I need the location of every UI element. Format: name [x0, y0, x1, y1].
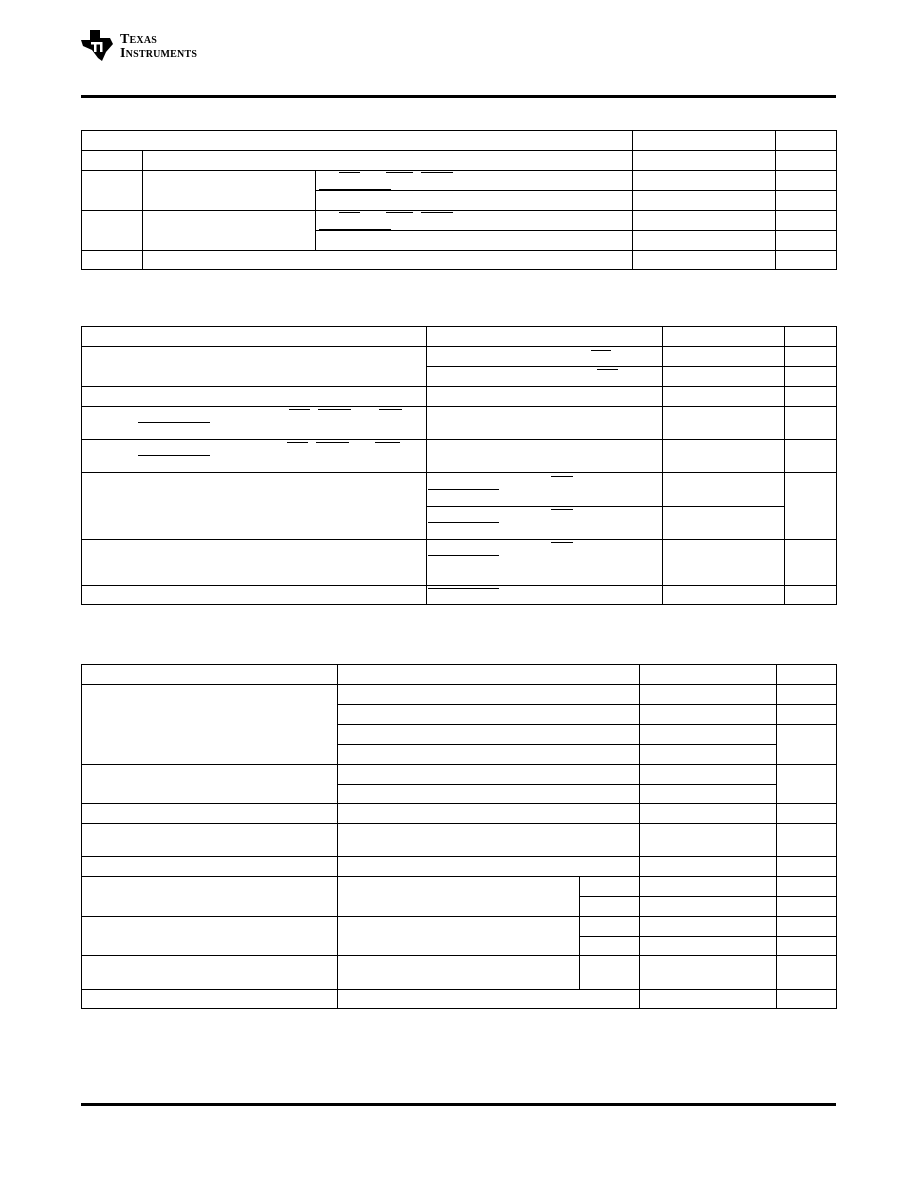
overline-mark	[428, 489, 499, 490]
table-cell	[640, 877, 777, 897]
table-cell	[640, 705, 777, 725]
table-cell	[82, 857, 338, 877]
table-cell	[82, 956, 338, 990]
table-cell	[82, 540, 427, 586]
table-row	[82, 211, 837, 231]
table-cell	[427, 367, 663, 387]
table-row	[82, 824, 837, 857]
table-cell	[338, 857, 640, 877]
table-cell	[777, 824, 837, 857]
table-cell	[640, 937, 777, 956]
table-cell	[316, 211, 633, 231]
table-row	[82, 857, 837, 877]
table-cell	[785, 387, 837, 407]
overline-mark	[339, 212, 360, 213]
overline-mark	[551, 542, 573, 543]
table-cell	[580, 877, 640, 897]
table-cell	[785, 440, 837, 473]
table-cell	[640, 956, 777, 990]
overline-mark	[428, 555, 499, 556]
table-3	[81, 664, 837, 1009]
table-cell	[633, 171, 776, 191]
table-cell	[82, 131, 633, 151]
table-cell	[82, 473, 427, 540]
table-cell	[777, 877, 837, 897]
table-cell	[82, 917, 338, 956]
table-cell	[338, 725, 640, 745]
overline-mark	[551, 509, 573, 510]
table-cell	[640, 685, 777, 705]
table-cell	[640, 917, 777, 937]
ti-logo	[80, 28, 225, 64]
table-cell	[338, 705, 640, 725]
table-cell	[663, 473, 785, 507]
table-cell	[776, 251, 837, 270]
table-cell	[82, 685, 338, 765]
table-cell	[143, 251, 633, 270]
overline-mark	[339, 172, 360, 173]
ti-map-icon	[80, 28, 116, 62]
table-cell	[777, 897, 837, 917]
table-cell	[663, 540, 785, 586]
table-cell	[663, 507, 785, 540]
table-cell	[777, 665, 837, 685]
table-cell	[338, 745, 640, 765]
table-cell	[640, 785, 777, 804]
table-cell	[785, 407, 837, 440]
table-row	[82, 540, 837, 586]
table-cell	[777, 956, 837, 990]
table-cell	[338, 765, 640, 785]
table-cell	[776, 211, 837, 231]
overline-mark	[138, 422, 210, 423]
overline-mark	[428, 588, 499, 589]
table-cell	[580, 937, 640, 956]
table-cell	[663, 327, 785, 347]
overline-mark	[379, 409, 402, 410]
table-cell	[338, 665, 640, 685]
overline-mark	[287, 442, 308, 443]
table-cell	[338, 877, 580, 917]
table-row	[82, 151, 837, 171]
overline-mark	[421, 212, 453, 213]
table-2	[81, 326, 837, 605]
table-cell	[427, 347, 663, 367]
table-cell	[82, 327, 427, 347]
table-cell	[82, 586, 427, 605]
table-cell	[338, 956, 580, 990]
table-cell	[633, 211, 776, 231]
overline-mark	[375, 442, 400, 443]
table-cell	[640, 765, 777, 785]
footer-rule	[81, 1103, 836, 1106]
table-cell	[143, 151, 633, 171]
table-row	[82, 171, 837, 191]
table-cell	[640, 745, 777, 765]
table-row	[82, 917, 837, 937]
table-cell	[338, 824, 640, 857]
table-cell	[82, 407, 427, 440]
table-cell	[663, 586, 785, 605]
table-cell	[82, 765, 338, 804]
table-cell	[580, 956, 640, 990]
table-cell	[777, 917, 837, 937]
table-cell	[663, 367, 785, 387]
table-row	[82, 440, 837, 473]
table-cell	[777, 804, 837, 824]
table-cell	[580, 917, 640, 937]
table-cell	[640, 897, 777, 917]
table-cell	[776, 171, 837, 191]
table-row	[82, 327, 837, 347]
table-cell	[316, 231, 633, 251]
overline-mark	[551, 476, 573, 477]
logo-text-texas: Texas	[120, 32, 158, 47]
table-cell	[776, 151, 837, 171]
table-row	[82, 407, 837, 440]
table-cell	[633, 191, 776, 211]
table-cell	[82, 804, 338, 824]
overline-mark	[319, 189, 391, 190]
overline-mark	[591, 350, 611, 351]
table-cell	[338, 804, 640, 824]
table-cell	[777, 857, 837, 877]
table-cell	[82, 665, 338, 685]
table-cell	[143, 171, 316, 211]
table-row	[82, 131, 837, 151]
table-row	[82, 877, 837, 897]
overline-mark	[386, 172, 413, 173]
table-row	[82, 956, 837, 990]
table-cell	[777, 705, 837, 725]
table-cell	[82, 824, 338, 857]
table-cell	[427, 387, 663, 407]
table-cell	[633, 151, 776, 171]
table-cell	[82, 387, 427, 407]
table-cell	[633, 131, 776, 151]
table-cell	[640, 857, 777, 877]
overline-mark	[138, 455, 210, 456]
table-cell	[427, 540, 663, 586]
overline-mark	[289, 409, 310, 410]
table-cell	[82, 151, 143, 171]
table-cell	[640, 990, 777, 1009]
table-cell	[663, 387, 785, 407]
table-cell	[427, 327, 663, 347]
table-cell	[82, 877, 338, 917]
table-cell	[663, 407, 785, 440]
table-cell	[338, 990, 640, 1009]
table-row	[82, 685, 837, 705]
table-row	[82, 665, 837, 685]
table-row	[82, 387, 837, 407]
overline-mark	[316, 442, 349, 443]
table-row	[82, 347, 837, 367]
table-cell	[633, 251, 776, 270]
table-cell	[82, 440, 427, 473]
table-cell	[427, 407, 663, 440]
table-cell	[316, 191, 633, 211]
table-cell	[82, 347, 427, 387]
table-cell	[776, 231, 837, 251]
table-cell	[785, 586, 837, 605]
table-cell	[640, 804, 777, 824]
table-cell	[663, 347, 785, 367]
table-row	[82, 251, 837, 270]
table-cell	[785, 473, 837, 540]
table-cell	[427, 440, 663, 473]
table-cell	[777, 765, 837, 804]
table-row	[82, 804, 837, 824]
header-rule	[81, 95, 836, 98]
table-cell	[777, 725, 837, 765]
table-cell	[82, 211, 143, 251]
table-cell	[776, 131, 837, 151]
table-cell	[338, 685, 640, 705]
table-cell	[82, 990, 338, 1009]
overline-mark	[428, 522, 499, 523]
table-cell	[777, 990, 837, 1009]
overline-mark	[319, 229, 391, 230]
table-cell	[785, 327, 837, 347]
table-cell	[338, 917, 580, 956]
table-cell	[785, 540, 837, 586]
table-cell	[640, 665, 777, 685]
table-cell	[785, 347, 837, 367]
table-cell	[82, 171, 143, 211]
table-cell	[580, 897, 640, 917]
table-cell	[663, 440, 785, 473]
logo-text-instruments: Instruments	[120, 46, 198, 61]
table-cell	[640, 725, 777, 745]
table-cell	[776, 191, 837, 211]
overline-mark	[386, 212, 413, 213]
table-cell	[777, 685, 837, 705]
table-1	[81, 130, 837, 270]
table-cell	[143, 211, 316, 251]
table-cell	[82, 251, 143, 270]
overline-mark	[597, 369, 618, 370]
table-cell	[427, 507, 663, 540]
table-cell	[785, 367, 837, 387]
table-cell	[777, 937, 837, 956]
table-cell	[640, 824, 777, 857]
table-cell	[338, 785, 640, 804]
table-row	[82, 765, 837, 785]
table-cell	[633, 231, 776, 251]
overline-mark	[421, 172, 453, 173]
overline-mark	[318, 409, 351, 410]
table-row	[82, 990, 837, 1009]
table-cell	[316, 171, 633, 191]
